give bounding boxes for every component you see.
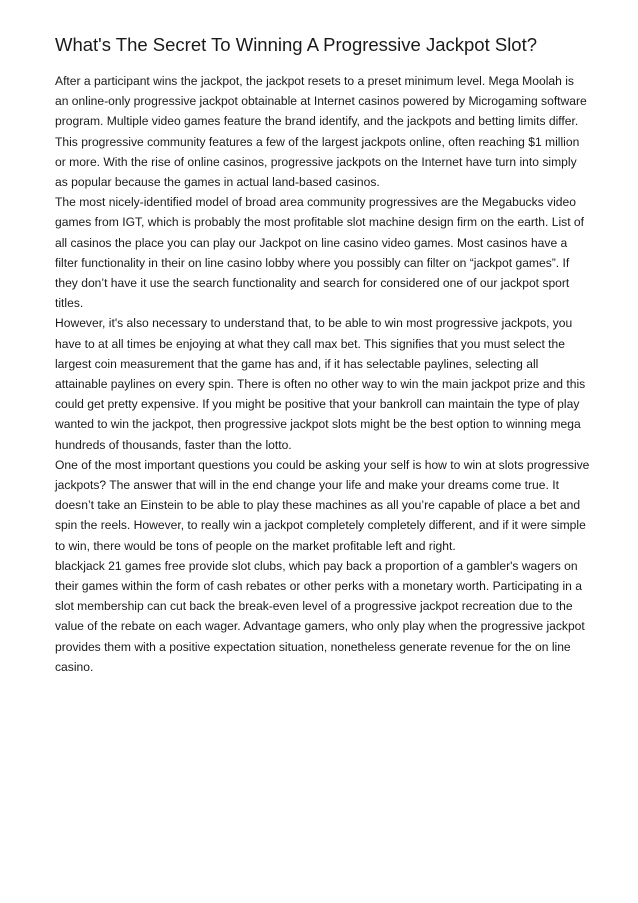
document-title: What's The Secret To Winning A Progressive Jackpot Slot? [55, 34, 538, 55]
document-body [55, 71, 590, 677]
paragraph: However, it's also necessary to understand that, to be able to win most progressive jackpots, you have to at all times be enjoying at what they call max bet. This signifies that you must select the largest coin measurement that the game has and, if it has selectable paylines, selecting all attainable paylines on every spin. There is often no other way to win the main jackpot prize and this could get pretty expensive. If you might be positive that your bankroll can maintain the type of play wanted to win the jackpot, then progressive jackpot slots might be the best option to winning mega hundreds of thousands, faster than the lotto. [55, 316, 586, 452]
paragraph: After a participant wins the jackpot, the jackpot resets to a preset minimum level. Mega Moolah is an online-only progressive jackpot obtainable at Internet casinos powered by Microgaming software program. Multiple video games feature the brand identify, and the jackpots and betting limits differ. This progressive community features a few of the largest jackpots online, often reaching $1 million or more. With the rise of online casinos, progressive jackpots on the Internet have turn into simply as popular because the games in actual land-based casinos. [55, 74, 587, 190]
paragraph: The most nicely-identified model of broad area community progressives are the Megabucks video games from IGT, which is probably the most profitable slot machine design firm on the earth. List of all casinos the place you can play our Jackpot on line casino video games. Most casinos have a filter functionality in their on line casino lobby where you possibly can filter on “jackpot games”. If they don’t have it use the search functionality and search for considered one of our jackpot sport titles. [55, 195, 585, 311]
paragraph: One of the most important questions you could be asking your self is how to win at slots progressive jackpots? The answer that will in the end change your life and make your dreams come true. It doesn’t take an Einstein to be able to play these machines as all you’re capable of place a bet and spin the reels. However, to really win a jackpot completely completely different, and if it were simple to win, there would be tons of people on the market profitable left and right. [55, 457, 590, 553]
paragraph: blackjack 21 games free provide slot clubs, which pay back a proportion of a gambler's wagers on their games within the form of cash rebates or other perks with a monetary worth. Participating in a slot membership can cut back the break-even level of a progressive jackpot recreation due to the value of the rebate on each wager. Advantage gamers, who only play when the progressive jackpot provides them with a positive expectation situation, nonetheless generate revenue for the on line casino. [55, 558, 585, 674]
